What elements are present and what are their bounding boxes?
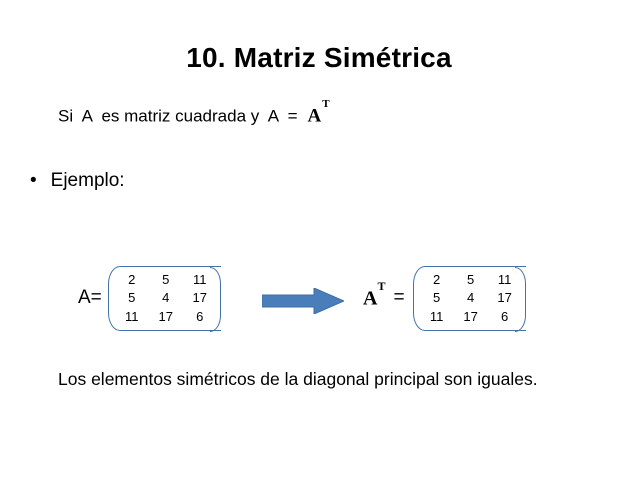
cell: 11: [497, 272, 512, 287]
bullet-label: Ejemplo:: [50, 170, 125, 191]
cell: 5: [128, 290, 136, 306]
right-matrix-table: [420, 271, 522, 326]
cell: 11: [125, 308, 139, 324]
cell: 2: [432, 272, 441, 287]
cell: 5: [162, 272, 170, 287]
table-row: [115, 308, 217, 326]
cell: 6: [500, 308, 509, 324]
equals-sign: =: [393, 287, 405, 309]
left-matrix-block: [78, 266, 221, 331]
closing-text: Los elementos simétricos de la diagonal principal son iguales.: [58, 369, 538, 389]
right-matrix-bracket: [413, 266, 526, 331]
a-transpose-exponent: T: [322, 98, 330, 110]
bullet-icon: •: [30, 170, 37, 191]
cell: 5: [432, 290, 441, 306]
cell: 17: [158, 308, 174, 324]
cell: 4: [466, 290, 475, 306]
a-transpose-base: A: [307, 105, 322, 127]
cell: 5: [466, 272, 475, 287]
left-matrix-label: A=: [78, 287, 102, 309]
cell: 17: [463, 308, 478, 324]
table-row: [420, 289, 522, 307]
premise-line: [58, 98, 330, 127]
a-transpose-symbol: [307, 98, 330, 127]
premise-text: Si A es matriz cuadrada y A =: [58, 106, 298, 126]
right-arrow-icon: [262, 288, 344, 314]
left-matrix-bracket: [108, 266, 221, 331]
page-title: 10. Matriz Simétrica: [186, 42, 452, 73]
cell: 11: [429, 308, 444, 324]
a-transpose-base: A: [363, 287, 378, 310]
cell: 6: [196, 308, 204, 324]
table-row: [115, 271, 217, 289]
cell: 2: [128, 272, 136, 287]
cell: 17: [497, 290, 512, 306]
left-matrix-table: [115, 271, 217, 326]
example-bullet: [30, 170, 125, 192]
cell: 11: [193, 272, 207, 287]
a-transpose-label: [363, 279, 386, 311]
table-row: [420, 308, 522, 326]
cell: 4: [162, 290, 170, 306]
table-row: [115, 289, 217, 307]
a-transpose-exponent: T: [377, 279, 386, 294]
right-matrix-block: [363, 266, 526, 331]
table-row: [420, 271, 522, 289]
cell: 17: [192, 290, 208, 306]
